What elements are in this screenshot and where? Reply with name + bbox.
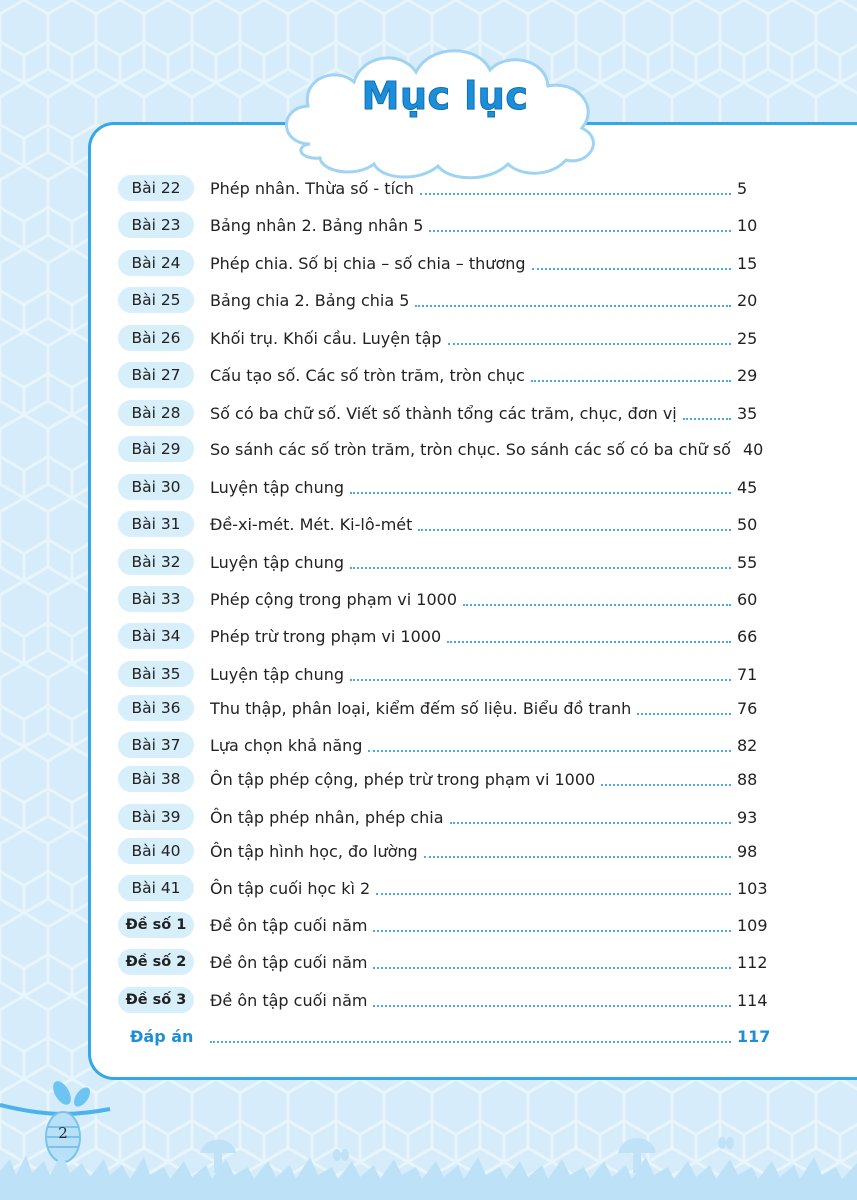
page-ref: 112 [737, 952, 768, 972]
page-ref: 25 [737, 328, 758, 348]
lesson-title: Luyện tập chung [210, 552, 345, 572]
toc-row [118, 472, 773, 502]
lesson-title: Đề ôn tập cuối năm [210, 915, 368, 935]
toc-row [118, 248, 773, 278]
answer-row [118, 1021, 773, 1051]
lesson-title: Đề-xi-mét. Mét. Ki-lô-mét [210, 514, 413, 534]
lesson-title: Luyện tập chung [210, 477, 345, 497]
butterfly-icon [333, 1137, 734, 1161]
dot-leader [532, 268, 731, 270]
lesson-badge: Bài 35 [118, 661, 194, 687]
lesson-badge: Đề số 3 [118, 987, 194, 1013]
page-ref: 71 [737, 664, 758, 684]
page-ref: 93 [737, 807, 758, 827]
lesson-badge: Bài 39 [118, 804, 194, 830]
lesson-badge: Bài 30 [118, 474, 194, 500]
lesson-title: Ôn tập cuối học kì 2 [210, 878, 371, 898]
toc-row [118, 659, 773, 689]
dot-leader [415, 305, 731, 307]
lesson-badge: Bài 41 [118, 875, 194, 901]
dot-leader [448, 343, 731, 345]
toc-row [118, 764, 773, 794]
answer-page-ref: 117 [737, 1026, 771, 1046]
lesson-title: Ôn tập hình học, đo lường [210, 841, 418, 861]
lesson-badge: Bài 34 [118, 623, 194, 649]
dot-leader [418, 529, 731, 531]
dot-leader [350, 567, 731, 569]
dot-leader [683, 418, 731, 420]
lesson-badge: Bài 29 [118, 436, 194, 462]
lesson-badge: Bài 40 [118, 838, 194, 864]
lesson-badge: Bài 33 [118, 586, 194, 612]
lesson-title: Khối trụ. Khối cầu. Luyện tập [210, 328, 442, 348]
toc-row [118, 836, 773, 866]
leaf-icon [49, 1078, 93, 1109]
lesson-title: Bảng nhân 2. Bảng nhân 5 [210, 215, 424, 235]
lesson-title: Cấu tạo số. Các số tròn trăm, tròn chục [210, 365, 525, 385]
dot-leader [376, 893, 731, 895]
toc-row [118, 509, 773, 539]
dot-leader [373, 930, 731, 932]
lesson-badge: Bài 23 [118, 212, 194, 238]
toc-row [118, 873, 773, 903]
lesson-title: Lựa chọn khả năng [210, 735, 363, 755]
page-ref: 29 [737, 365, 758, 385]
answer-label: Đáp án [130, 1026, 194, 1046]
lesson-title: Phép chia. Số bị chia – số chia – thương [210, 253, 526, 273]
dot-leader [373, 1005, 731, 1007]
page-ref: 98 [737, 841, 758, 861]
toc-row [118, 398, 773, 428]
dot-leader [463, 604, 731, 606]
lesson-title: Luyện tập chung [210, 664, 345, 684]
lesson-title: Phép cộng trong phạm vi 1000 [210, 589, 458, 609]
lesson-title: Bảng chia 2. Bảng chia 5 [210, 290, 410, 310]
toc-row [118, 584, 773, 614]
lesson-badge: Bài 26 [118, 325, 194, 351]
dot-leader [450, 822, 732, 824]
page-ref: 103 [737, 878, 768, 898]
lesson-title: Số có ba chữ số. Viết số thành tổng các trăm, chục, đơn vị [210, 403, 677, 423]
page-ref: 5 [737, 178, 748, 198]
lesson-badge: Bài 37 [118, 732, 194, 758]
page-ref: 40 [742, 439, 764, 459]
toc-row [118, 323, 773, 353]
dot-leader [601, 784, 731, 786]
page-ref: 55 [737, 552, 758, 572]
page-number: 2 [58, 1124, 68, 1142]
page-ref: 15 [737, 253, 758, 273]
toc-row [118, 910, 773, 940]
page-ref: 114 [737, 990, 768, 1010]
page-ref: 66 [737, 626, 758, 646]
lesson-badge: Bài 22 [118, 175, 194, 201]
toc-row [118, 173, 773, 203]
page-ref: 35 [737, 403, 758, 423]
toc-row [118, 434, 773, 464]
dot-leader [447, 641, 731, 643]
lesson-badge: Bài 36 [118, 695, 194, 721]
lesson-title: Thu thập, phân loại, kiểm đếm số liệu. Biểu đồ tranh [210, 698, 632, 718]
page-ref: 76 [737, 698, 758, 718]
toc-row [118, 621, 773, 651]
page-title: Mục lục [361, 74, 529, 118]
toc-row [118, 360, 773, 390]
lesson-badge: Bài 28 [118, 400, 194, 426]
page-ref: 82 [737, 735, 758, 755]
lesson-badge: Bài 27 [118, 362, 194, 388]
page-ref: 50 [737, 514, 758, 534]
lesson-title: So sánh các số tròn trăm, tròn chục. So sánh các số có ba chữ số [210, 439, 731, 459]
dot-leader [531, 380, 731, 382]
lesson-badge: Đề số 2 [118, 949, 194, 975]
page-ref: 109 [737, 915, 768, 935]
dot-leader [368, 750, 731, 752]
lesson-title: Ôn tập phép cộng, phép trừ trong phạm vi 1000 [210, 769, 596, 789]
page-ref: 60 [737, 589, 758, 609]
page-ref: 45 [737, 477, 758, 497]
lesson-title: Đề ôn tập cuối năm [210, 952, 368, 972]
dot-leader [420, 193, 731, 195]
dot-leader [373, 967, 731, 969]
dot-leader [637, 713, 731, 715]
page-ref: 88 [737, 769, 758, 789]
lesson-badge: Đề số 1 [118, 912, 194, 938]
lesson-title: Đề ôn tập cuối năm [210, 990, 368, 1010]
dot-leader [350, 679, 731, 681]
dot-leader [350, 492, 731, 494]
toc-row [118, 210, 773, 240]
toc-row [118, 985, 773, 1015]
toc-row [118, 947, 773, 977]
lesson-badge: Bài 24 [118, 250, 194, 276]
lesson-badge: Bài 38 [118, 766, 194, 792]
lesson-title: Phép trừ trong phạm vi 1000 [210, 626, 442, 646]
lesson-title: Ôn tập phép nhân, phép chia [210, 807, 444, 827]
toc-row [118, 730, 773, 760]
lesson-badge: Bài 31 [118, 511, 194, 537]
page-ref: 20 [737, 290, 758, 310]
dot-leader [429, 230, 731, 232]
dot-leader [424, 856, 731, 858]
dot-leader [210, 1041, 731, 1043]
toc-row [118, 285, 773, 315]
page-ref: 10 [737, 215, 758, 235]
toc-row [118, 802, 773, 832]
toc-row [118, 693, 773, 723]
lesson-badge: Bài 25 [118, 287, 194, 313]
toc-row [118, 547, 773, 577]
lesson-badge: Bài 32 [118, 549, 194, 575]
lesson-title: Phép nhân. Thừa số - tích [210, 178, 414, 198]
grass-footer [0, 1075, 857, 1200]
